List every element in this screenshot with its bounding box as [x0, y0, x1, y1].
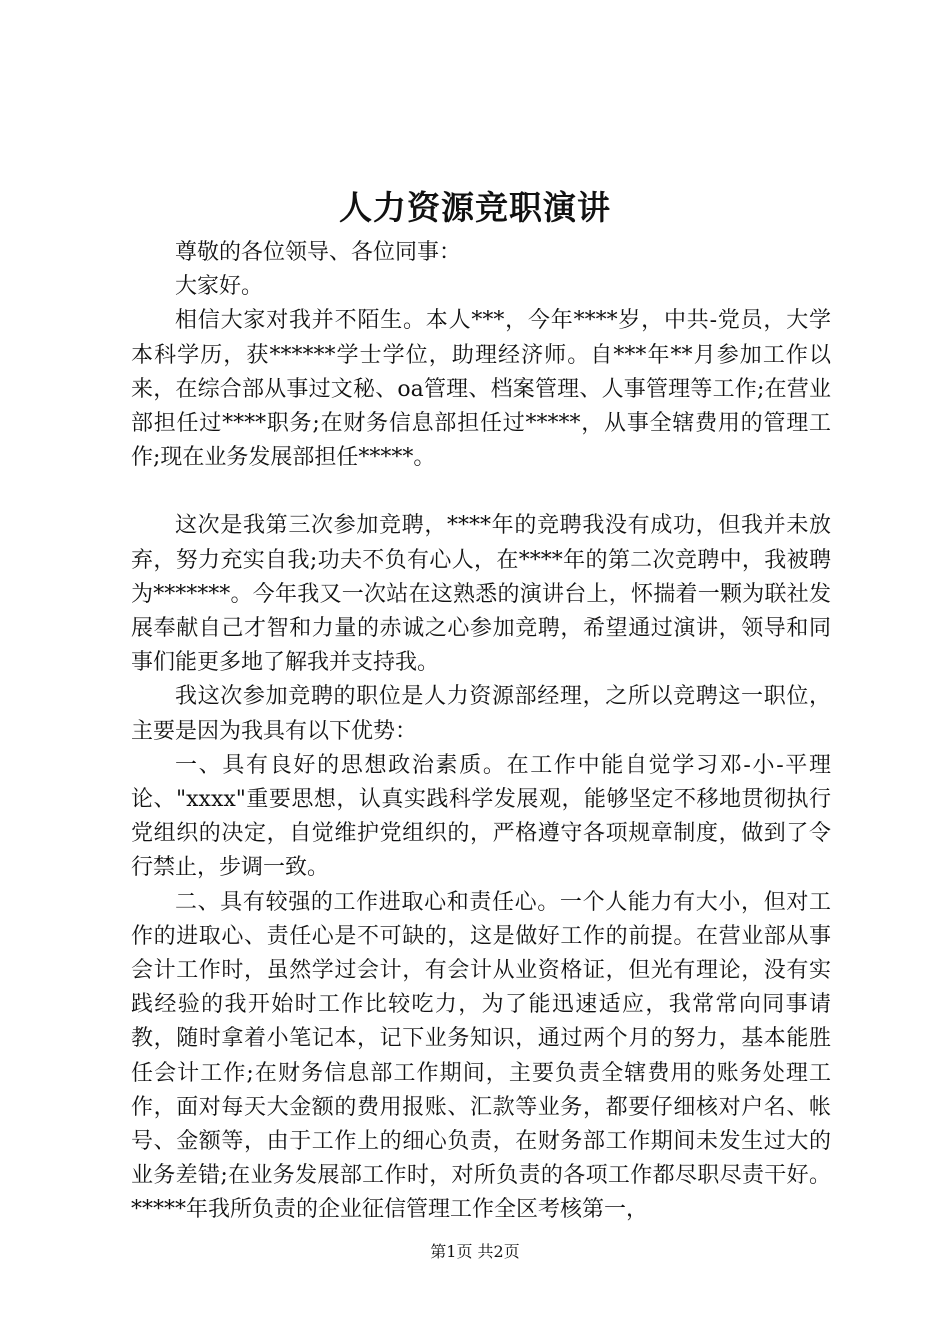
greeting: 大家好。 — [175, 274, 264, 300]
paragraph-advantage-one: 一、具有良好的思想政治素质。在工作中能自觉学习邓-小-平理论、"xxxx"重要思想，认真实践科学发展观，能够坚定不移地贯彻执行党组织的决定，自觉维护党组织的，严格遵守各项规章制度，做到了令行禁止，步调一致。 — [131, 752, 831, 881]
paragraph-advantage-two: 二、具有较强的工作进取心和责任心。一个人能力有大小，但对工作的进取心、责任心是不可缺的，这是做好工作的前提。在营业部从事会计工作时，虽然学过会计，有会计从业资格证，但光有理论，没有实践经验的我开始时工作比较吃力，为了能迅速适应，我常常向同事请教，随时拿着小笔记本，记下业务知识，通过两个月的努力，基本能胜任会计工作;在财务信息部工作期间，主要负责全辖费用的账务处理工作，面对每天大金额的费用报账、汇款等业务，都要仔细核对户名、帐号、金额等，由于工作上的细心负责，在财务部工作期间未发生过大的业务差错;在业务发展部工作时，对所负责的各项工作都尽职尽责干好。*****年我所负责的企业征信管理工作全区考核第一， — [131, 889, 831, 1223]
paragraph-position: 我这次参加竞聘的职位是人力资源部经理，之所以竞聘这一职位，主要是因为我具有以下优势： — [131, 684, 831, 744]
paragraph-competition-history: 这次是我第三次参加竞聘，****年的竞聘我没有成功，但我并未放弃，努力充实自我;功夫不负有心人，在****年的第二次竞聘中，我被聘为*******。今年我又一次站在这熟悉的演讲台上，怀揣着一颗为联社发展奉献自己才智和力量的赤诚之心参加竞聘，希望通过演讲，领导和同事们能更多地了解我并支持我。 — [131, 513, 831, 676]
salutation: 尊敬的各位领导、各位同事： — [175, 240, 462, 265]
document-body — [131, 236, 831, 1228]
document-title: 人力资源竞职演讲 — [339, 188, 611, 227]
paragraph-introduction: 相信大家对我并不陌生。本人***，今年****岁，中共-党员，大学本科学历，获******学士学位，助理经济师。自***年**月参加工作以来，在综合部从事过文秘、oa管理、档案管理、人事管理等工作;在营业部担任过****职务;在财务信息部担任过*****，从事全辖费用的管理工作;现在业务发展部担任*****。 — [131, 308, 831, 471]
page-footer: 第1页 共2页 — [430, 1242, 520, 1261]
